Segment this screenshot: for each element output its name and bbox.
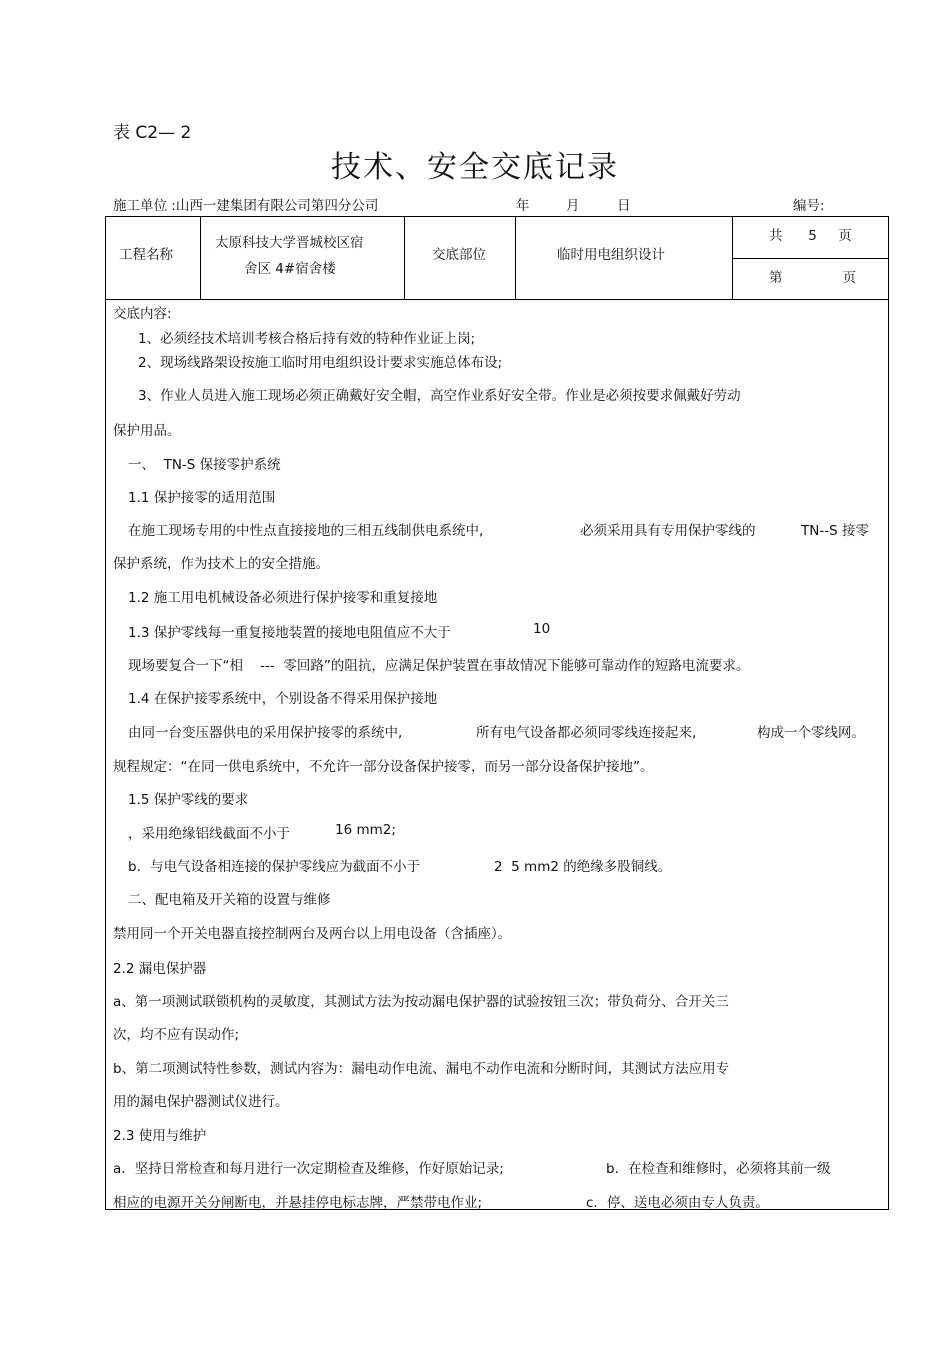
content-line: 由同一台变压器供电的采用保护接零的系统中, [128, 725, 403, 741]
page-number: 第 页 [769, 270, 857, 286]
content-line: 现场要复合一下“相 --- 零回路”的阻抗，应满足保护装置在事故情况下能够可靠动作的短路电流要求。 [128, 658, 750, 674]
subsection-heading: 1.2 施工用电机械设备必须进行保护接零和重复接地 [128, 590, 438, 606]
content-line: 禁用同一个开关电器直接控制两台及两台以上用电设备（含插座）。 [113, 926, 512, 942]
project-name-label: 工程名称 [119, 247, 173, 263]
content-line: 用的漏电保护器测试仪进行。 [113, 1094, 289, 1110]
construction-unit: 施工单位 :山西一建集团有限公司第四分公司 [113, 198, 379, 214]
section-heading: 一、 TN-S 保接零护系统 [128, 457, 281, 473]
subsection-heading: 1.3 保护零线每一重复接地装置的接地电阻值应不大于 [128, 625, 451, 641]
content-line: 相应的电源开关分闸断电，并悬挂停电标志牌，严禁带电作业; [113, 1195, 483, 1211]
section-heading: 二、配电箱及开关箱的设置与维修 [128, 892, 331, 908]
handover-part-value: 临时用电组织设计 [557, 247, 665, 263]
project-name-line2: 舍区 4#宿舍楼 [244, 261, 336, 277]
content-line: 必须采用具有专用保护零线的 [580, 523, 756, 539]
content-line: 3、作业人员进入施工现场必须正确戴好安全帽，高空作业系好安全带。作业是必须按要求佩戴好劳动 [138, 388, 741, 404]
content-line: b．与电气设备相连接的保护零线应为截面不小于 [128, 859, 421, 875]
content-line: c．停、送电必须由专人负责。 [586, 1195, 769, 1211]
subsection-heading: 2.2 漏电保护器 [113, 961, 207, 977]
content-line: 2、现场线路架设按施工临时用电组织设计要求实施总体布设; [138, 355, 503, 371]
page-title: 技术、安全交底记录 [331, 150, 619, 185]
subsection-heading: 1.1 保护接零的适用范围 [128, 490, 276, 506]
total-pages: 共 5 页 [769, 228, 852, 244]
content-heading: 交底内容: [113, 306, 172, 322]
content-line: b．在检查和维修时，必须将其前一级 [606, 1161, 831, 1177]
content-line: 在施工现场专用的中性点直接接地的三相五线制供电系统中, [128, 523, 484, 539]
content-line: 2 5 mm2 的绝缘多股铜线。 [494, 859, 672, 875]
content-line: TN--S 接零 [801, 523, 869, 539]
content-line: 16 mm2; [335, 822, 396, 838]
content-line: 10 [533, 621, 551, 637]
content-line: 保护用品。 [113, 423, 181, 439]
content-line: 所有电气设备都必须同零线连接起来, [476, 725, 697, 741]
content-line: 构成一个零线网。 [757, 725, 865, 741]
content-line: ，采用绝缘铝线截面不小于 [128, 826, 290, 842]
project-name-line1: 太原科技大学晋城校区宿 [215, 235, 364, 251]
form-code: 表 C2— 2 [113, 123, 192, 143]
date-month: 月 [566, 198, 580, 214]
date-day: 日 [617, 198, 631, 214]
content-line: 规程规定：“在同一供电系统中，不允许一部分设备保护接零，而另一部分设备保护接地”。 [113, 759, 654, 775]
date-year: 年 [516, 198, 530, 214]
subsection-heading: 1.5 保护零线的要求 [128, 792, 249, 808]
handover-part-label: 交底部位 [432, 247, 486, 263]
content-line: b、第二项测试特性参数，测试内容为：漏电动作电流、漏电不动作电流和分断时间，其测试方法应用专 [113, 1061, 730, 1077]
subsection-heading: 2.3 使用与维护 [113, 1128, 207, 1144]
content-line: 1、必须经技术培训考核合格后持有效的特种作业证上岗; [138, 331, 476, 347]
content-line: 保护系统，作为技术上的安全措施。 [113, 556, 329, 572]
content-line: a、第一项测试联锁机构的灵敏度，其测试方法为按动漏电保护器的试验按钮三次；带负荷分、合开关三 [113, 994, 729, 1010]
content-line: 次，均不应有误动作; [113, 1027, 240, 1043]
content-line: a．坚持日常检查和每月进行一次定期检查及维修，作好原始记录; [113, 1161, 504, 1177]
serial-number-label: 编号: [793, 198, 825, 214]
subsection-heading: 1.4 在保护接零系统中，个别设备不得采用保护接地 [128, 691, 438, 707]
